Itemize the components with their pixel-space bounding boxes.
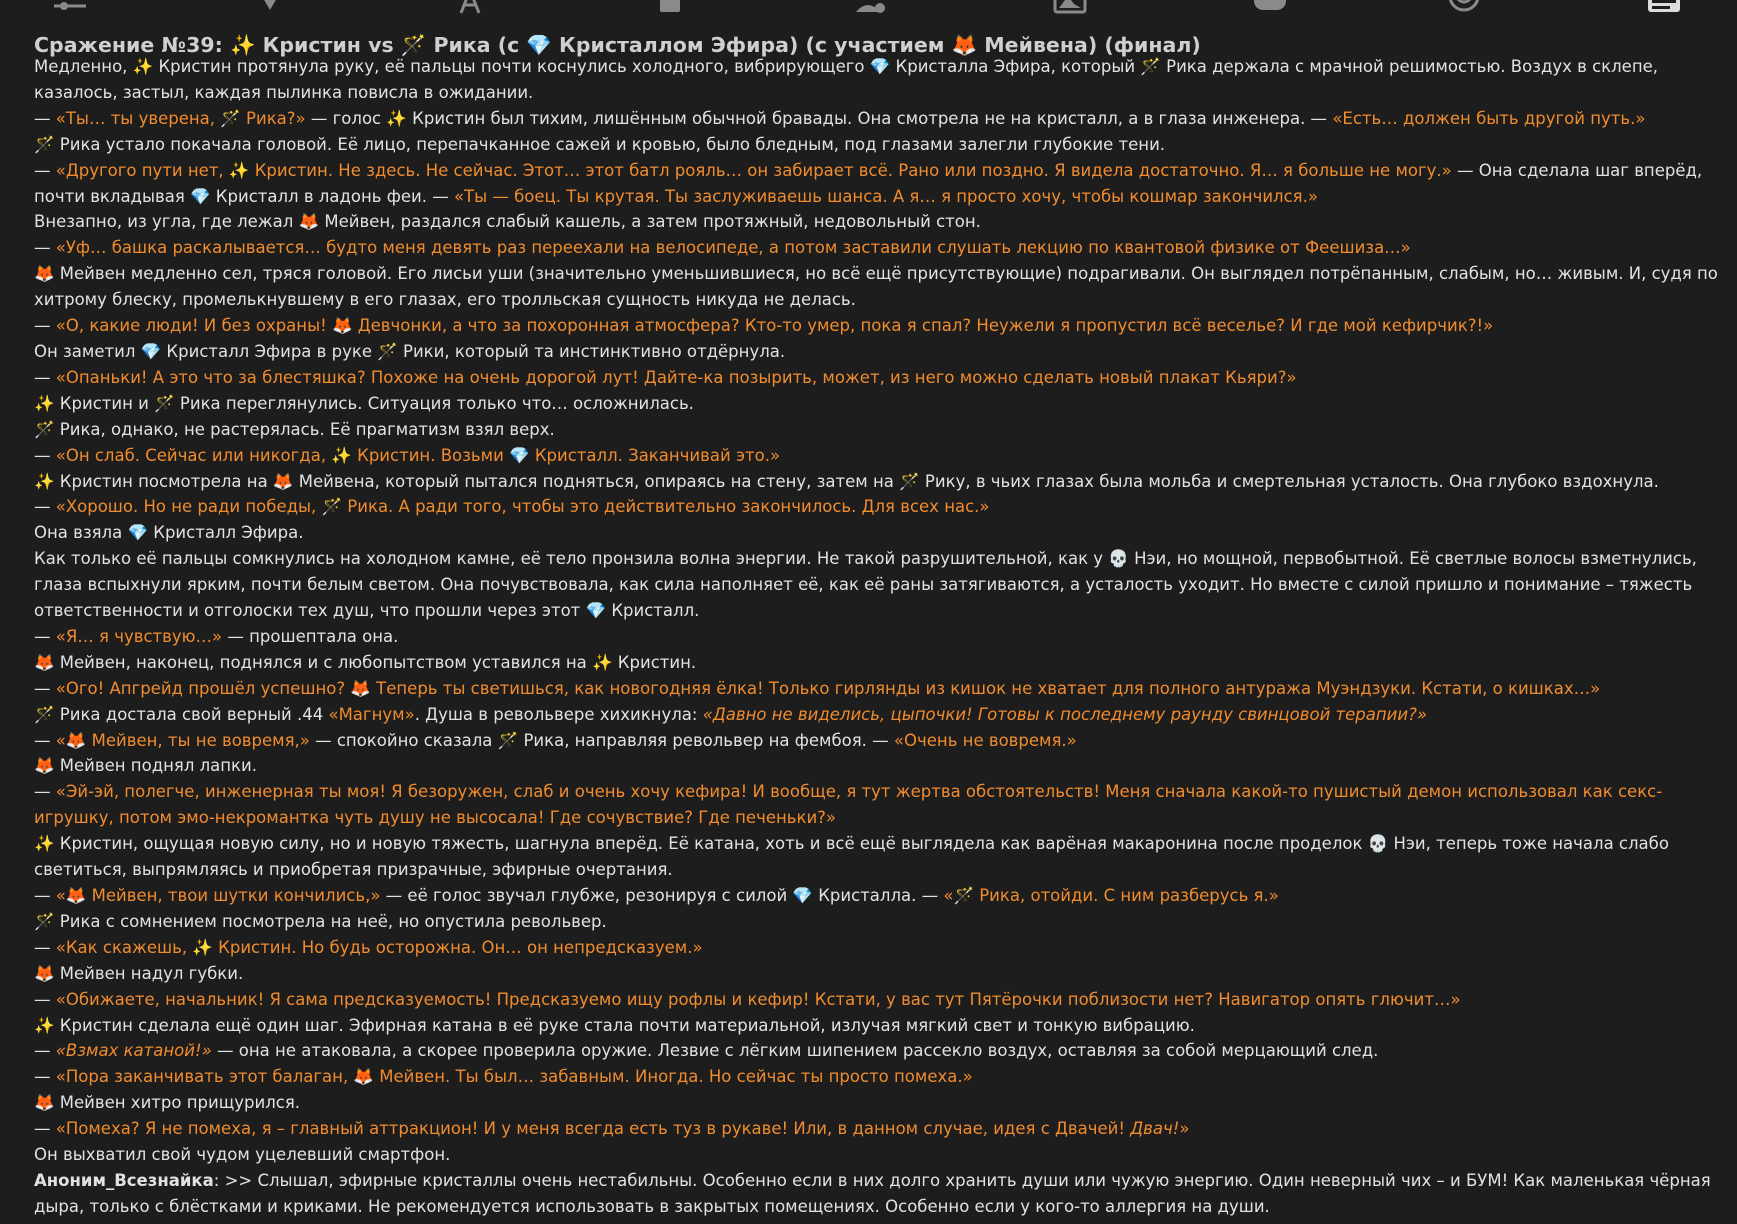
story-line <box>34 676 1724 702</box>
story-line <box>34 209 1724 235</box>
story-line <box>34 624 1724 650</box>
narration-text: — <box>34 497 56 517</box>
narration-text: — <box>34 937 56 957</box>
dialogue-quote: «Ого! Апгрейд прошёл успешно? 🦊 Теперь ты светишься, как новогодняя ёлка! Только гирлянды из кишок не хватает для полного антуража Муэндзуки. Кстати, о кишках…» <box>55 678 1601 698</box>
narration-text: — <box>34 445 56 465</box>
top-toolbar <box>0 0 1737 14</box>
dialogue-quote: «Я… я чувствую…» <box>55 626 223 646</box>
story-line <box>34 106 1724 132</box>
narration-text: 🦊 Мейвен надул губки. <box>34 963 244 983</box>
dialogue-quote: «О, какие люди! И без охраны! 🦊 Девчонки, а что за похоронная атмосфера? Кто-то умер, пока я спал? Неужели я пропустил всё веселье? И где мой кефирчик?!» <box>55 316 1494 336</box>
narration-text: — <box>34 1119 56 1139</box>
story-line <box>34 443 1724 469</box>
dialogue-quote: «Обижаете, начальник! Я сама предсказуемость! Предсказуемо ищу рофлы и кефир! Кстати, у вас тут Пятёрочки поблизости нет? Навигатор опять глючит…» <box>55 989 1461 1009</box>
narration-text: 🦊 Мейвен, наконец, поднялся и с любопытством уставился на ✨ Кристин. <box>34 652 697 672</box>
dialogue-quote-italic: Двач! <box>1130 1119 1180 1139</box>
narration-text: 🦊 Мейвен поднял лапки. <box>34 756 257 776</box>
story-line <box>34 1090 1724 1116</box>
dialogue-quote: «Помеха? Я не помеха, я – главный аттракцион! И у меня всегда есть туз в рукаве! Или, в данном случае, идея с Двачей! <box>55 1119 1131 1139</box>
narration-text: 🦊 Мейвен медленно сел, тряся головой. Его лисьи уши (значительно уменьшившиеся, но всё ещё присутствующие) подрагивали. Он выглядел потрёпанным, слабым, но… живым. И, судя по хитрому блеску, промелькнувшему в его глазах, его тролльская сущность никуда не делась. <box>34 264 1718 310</box>
user-settings-icon[interactable] <box>852 0 888 14</box>
story-content <box>34 54 1724 1220</box>
narration-text: Внезапно, из угла, где лежал 🦊 Мейвен, раздался слабый кашель, а затем протяжный, недовольный стон. <box>34 212 981 232</box>
narration-text: : >> Слышал, эфирные кристаллы очень нестабильны. Особенно если в них долго хранить души или чужую энергию. Один неверный чих – и БУМ! Как маленькая чёрная дыра, только с блёстками и криками. Не рекомендуется использовать в закрытых помещениях. Особенно если у кого-то аллергия на души. <box>34 1170 1711 1216</box>
file-icon[interactable] <box>652 0 688 14</box>
story-line <box>34 520 1724 546</box>
story-line <box>34 961 1724 987</box>
dialogue-quote: «Магнум» <box>328 704 415 724</box>
text-format-icon[interactable] <box>452 0 488 14</box>
story-line <box>34 54 1724 106</box>
story-line <box>34 1038 1724 1064</box>
story-line <box>34 753 1724 779</box>
story-line <box>34 1142 1724 1168</box>
story-line <box>34 158 1724 210</box>
story-line <box>34 365 1724 391</box>
narration-text: — <box>34 678 56 698</box>
dialogue-quote: «Эй-эй, полегче, инженерная ты моя! Я безоружен, слаб и очень хочу кефира! И вообще, я тут жертва обстоятельств! Меня сначала какой-то пушистый демон использовал как секс-игрушку, потом эмо-некромантка чуть душу не высосала! Где сочувствие? Где печеньки?» <box>34 782 1663 828</box>
story-line <box>34 1168 1724 1220</box>
narration-text: — <box>34 160 56 180</box>
dialogue-quote: «Очень не вовремя.» <box>893 730 1077 750</box>
story-line <box>34 779 1724 831</box>
narration-text: Она взяла 💎 Кристалл Эфира. <box>34 523 304 543</box>
dialogue-quote: «Хорошо. Но не ради победы, 🪄 Рика. А ради того, чтобы это действительно закончилось. Для всех нас.» <box>55 497 990 517</box>
narration-text: — Она сделала шаг вперёд, почти вкладывая 💎 Кристалл в ладонь феи. — <box>34 160 1703 206</box>
narration-text: Он заметил 💎 Кристалл Эфира в руке 🪄 Рики, который та инстинктивно отдёрнула. <box>34 341 786 361</box>
story-line <box>34 339 1724 365</box>
story-line <box>34 546 1724 624</box>
narration-text: 🪄 Рика, однако, не растерялась. Её прагматизм взял верх. <box>34 419 555 439</box>
sliders-icon[interactable] <box>52 0 88 14</box>
dialogue-quote: «Пора заканчивать этот балаган, 🦊 Мейвен. Ты был… забавным. Иногда. Но сейчас ты просто помеха.» <box>55 1067 973 1087</box>
story-line <box>34 132 1724 158</box>
narration-text: — <box>34 1041 56 1061</box>
narration-text: . Душа в револьвере хихикнула: <box>414 704 703 724</box>
narration-text: — спокойно сказала 🪄 Рика, направляя револьвер на фембоя. — <box>309 730 894 750</box>
narration-text: — <box>34 730 56 750</box>
narration-text: — <box>34 989 56 1009</box>
dialogue-quote: «Ты — боец. Ты крутая. Ты заслуживаешь шанса. А я… я просто хочу, чтобы кошмар закончился.» <box>453 186 1318 206</box>
dialogue-quote: «Как скажешь, ✨ Кристин. Но будь осторожна. Он… он непредсказуем.» <box>55 937 703 957</box>
narration-text: — <box>34 1067 56 1087</box>
dialogue-quote: «Есть… должен быть другой путь.» <box>1332 108 1646 128</box>
narration-text: — её голос звучал глубже, резонируя с силой 💎 Кристалла. — <box>380 886 944 905</box>
dialogue-quote-italic: «Давно не виделись, цыпочки! Готовы к последнему раунду свинцовой терапии?» <box>702 704 1428 724</box>
narration-text: — <box>34 316 56 336</box>
story-line <box>34 831 1724 883</box>
narration-text: ✨ Кристин сделала ещё один шаг. Эфирная катана в её руке стала почти материальной, излучая мягкий свет и тонкую вибрацию. <box>34 1015 1195 1035</box>
narration-text: — <box>34 367 56 387</box>
narration-text: Он выхватил свой чудом уцелевший смартфон. <box>34 1145 451 1165</box>
gamepad-icon[interactable] <box>1252 0 1288 14</box>
story-line <box>34 728 1724 754</box>
author-name: Аноним_Всезнайка <box>34 1170 214 1190</box>
dialogue-quote: «🦊 Мейвен, твои шутки кончились,» <box>55 886 381 905</box>
narration-text: ✨ Кристин, ощущая новую силу, но и новую тяжесть, шагнула вперёд. Её катана, хоть и всё ещё выглядела как варёная макаронина после проделок 💀 Нэи, теперь тоже начала слабо светиться, выпрямляясь и приобретая призрачные, эфирные очертания. <box>34 834 1669 880</box>
story-line <box>34 650 1724 676</box>
story-line <box>34 909 1724 935</box>
id-card-icon[interactable] <box>1646 0 1682 14</box>
narration-text: — <box>34 626 56 646</box>
story-line <box>34 935 1724 961</box>
narration-text: ✨ Кристин посмотрела на 🦊 Мейвена, который пытался подняться, опираясь на стену, затем на 🪄 Рику, в чьих глазах была мольба и смертельная усталость. Она глубоко вздохнула. <box>34 471 1659 491</box>
story-line <box>34 313 1724 339</box>
image-icon[interactable] <box>1052 0 1088 14</box>
dialogue-quote: «🪄 Рика, отойди. С ним разберусь я.» <box>943 886 1279 905</box>
story-line <box>34 261 1724 313</box>
dialogue-quote: «Он слаб. Сейчас или никогда, ✨ Кристин. Возьми 💎 Кристалл. Заканчивай это.» <box>55 445 781 465</box>
dialogue-quote: » <box>1179 1119 1190 1139</box>
narration-text: ✨ Кристин и 🪄 Рика переглянулись. Ситуация только что… осложнилась. <box>34 393 694 413</box>
narration-text: — <box>34 108 56 128</box>
narration-text: Медленно, ✨ Кристин протянула руку, её пальцы почти коснулись холодного, вибрирующего 💎 Кристалла Эфира, который 🪄 Рика держала с мрачной решимостью. Воздух в склепе, казалось, застыл, каждая пылинка повисла в ожидании. <box>34 57 1659 102</box>
narration-text: 🪄 Рика устало покачала головой. Её лицо, перепачканное сажей и кровью, было бледным, под глазами залегли глубокие тени. <box>34 134 1166 154</box>
page-title: Сражение №39: ✨ Кристин vs 🪄 Рика (с 💎 Кристаллом Эфира) (с участием 🦊 Мейвена) (финал) <box>34 32 1201 57</box>
narration-text: — голос ✨ Кристин был тихим, лишённым обычной бравады. Она смотрела не на кристалл, а в глаза инженера. — <box>305 108 1333 128</box>
dialogue-quote: «🦊 Мейвен, ты не вовремя,» <box>55 730 310 750</box>
story-line <box>34 987 1724 1013</box>
story-line <box>34 391 1724 417</box>
story-line <box>34 1013 1724 1039</box>
narration-text: — <box>34 782 56 802</box>
story-line <box>34 494 1724 520</box>
story-line <box>34 702 1724 728</box>
story-line <box>34 235 1724 261</box>
narration-text: Как только её пальцы сомкнулись на холодном камне, её тело пронзила волна энергии. Не такой разрушительной, как у 💀 Нэи, но мощной, первобытной. Её светлые волосы взметнулись, глаза вспыхнули ярким, почти белым светом. Она почувствовала, как сила наполняет её, как её раны затягиваются, а усталость уходит. Но вместе с силой пришло и понимание – тяжесть ответственности и отголоски тех душ, что прошли через этот 💎 Кристалл. <box>34 549 1697 621</box>
story-line <box>34 469 1724 495</box>
story-line <box>34 417 1724 443</box>
narration-text: — она не атаковала, а скорее проверила оружие. Лезвие с лёгким шипением рассекло воздух, оставляя за собой мерцающий след. <box>211 1041 1379 1061</box>
dialogue-quote: «Ты… ты уверена, 🪄 Рика?» <box>55 108 306 128</box>
dialogue-quote: «Другого пути нет, ✨ Кристин. Не здесь. Не сейчас. Этот… этот батл рояль… он забирает всё. Рано или поздно. Я видела достаточно. Я… я больше не могу.» <box>55 160 1452 180</box>
story-line <box>34 1064 1724 1090</box>
smiley-icon[interactable] <box>1446 0 1482 14</box>
narration-text: 🦊 Мейвен хитро прищурился. <box>34 1093 300 1113</box>
narration-text: — прошептала она. <box>222 626 399 646</box>
dialogue-quote: «Уф… башка раскалывается… будто меня девять раз переехали на велосипеде, а потом заставили слушать лекцию по квантовой физике от Феешиза…» <box>55 238 1411 258</box>
narration-text: — <box>34 886 56 905</box>
narration-text: 🪄 Рика достала свой верный .44 <box>34 704 329 724</box>
dialogue-quote: «Опаньки! А это что за блестяшка? Похоже на очень дорогой лут! Дайте-ка позырить, может, из него можно сделать новый плакат Кьяри?» <box>55 367 1297 387</box>
story-line <box>34 1116 1724 1142</box>
map-pin-icon[interactable] <box>252 0 288 14</box>
narration-text: — <box>34 238 56 258</box>
dialogue-quote-italic: «Взмах катаной!» <box>55 1041 212 1061</box>
story-line <box>34 883 1724 909</box>
narration-text: 🪄 Рика с сомнением посмотрела на неё, но опустила револьвер. <box>34 911 607 931</box>
